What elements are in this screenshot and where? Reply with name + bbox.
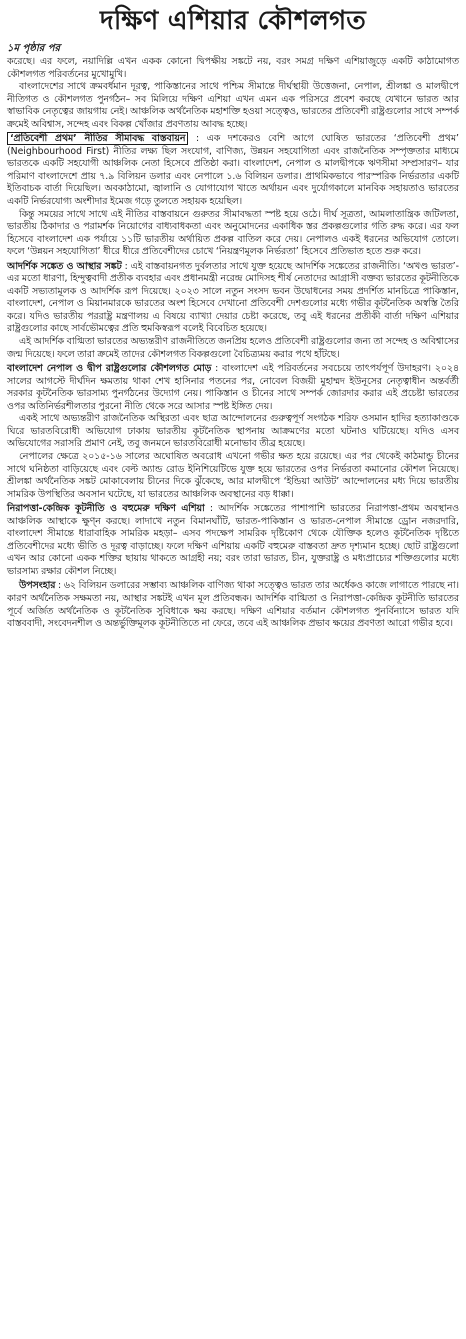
section-heading: নিরাপত্তা-কেন্দ্রিক কূটনীতি ও বহুমেরু দক্ষিণ এশিয়া — [7, 503, 205, 515]
paragraph — [7, 209, 459, 259]
paragraph-text: নেপালের ক্ষেত্রে ২০১৫-১৬ সালের অঘোষিত অবরোধ এখনো গভীর ক্ষত হয়ে রয়েছে। এর পর থেকেই কাঠমান্ডু চীনের সাথে ঘনিষ্ঠতা বাড়িয়েছে এবং বেল্ট অ্যান্ড রোড ইনিশিয়েটিভে যুক্ত হয়ে ভারতের ওপর নির্ভরতা কমানোর কৌশল নিয়েছে। শ্রীলঙ্কা অর্থনৈতিক সঙ্কট মোকাবেলায় চীনের দিকে ঝুঁকেছে, আর মালদ্বীপে ‘ইন্ডিয়া আউট’ আন্দোলনের মধ্য দিয়ে ভারতীয় সামরিক উপস্থিতির অবসান ঘটেছে, যা ভারতের আঞ্চলিক অবস্থানের বড় ধাক্কা। — [7, 450, 459, 500]
section-paragraph — [7, 261, 459, 336]
section-paragraph — [7, 503, 459, 578]
section-heading: উপসংহার — [19, 580, 56, 592]
paragraph-text: একই সাথে অভ্যন্তরীণ রাজনৈতিক অস্থিরতা এবং ছাত্র আন্দোলনের গুরুত্বপূর্ণ সংগঠক শরিফ ওসমান হাদির হত্যাকাণ্ডকে ঘিরে ভারতবিরোধী অভিযোগ ঢাকায় ভারতীয় কূটনৈতিক স্থাপনায় আক্রমণের মতো ঘটনাও ঘটিয়েছে। যদিও এসব অভিযোগের সরাসরি প্রমাণ নেই, তবু জনমনে ভারতবিরোধী মনোভাব তীব্র হয়েছে। — [7, 413, 459, 450]
paragraph-text: এই আদর্শিক বাগ্মিতা ভারতের অভ্যন্তরীণ রাজনীতিতে জনপ্রিয় হলেও প্রতিবেশী রাষ্ট্রগুলোর জন্য তা সন্দেহ ও অবিশ্বাসের জন্ম দিয়েছে। ফলে তারা ক্রমেই তাদের কৌশলগত বিকল্পগুলো বৈচিত্র্যময় করার পথে হাঁটছে। — [7, 336, 459, 360]
section-paragraph — [7, 580, 459, 630]
paragraph — [7, 451, 459, 501]
paragraph — [7, 56, 459, 81]
paragraph-text: : বাংলাদেশ এই পরিবর্তনের সবচেয়ে তাৎপর্যপূর্ণ উদাহরণ। ২০২৪ সালের আগস্টে দীর্ঘদিন ক্ষমতায় থাকা শেখ হাসিনার পতনের পর, নোবেল বিজয়ী মুহাম্মদ ইউনূসের নেতৃত্বাধীন অন্তর্বর্তী সরকার কূটনৈতিক ভারসাম্য পুনর্গঠনের উদ্যোগ নেয়। পাকিস্তান ও চীনের সাথে সম্পর্ক জোরদার করার এই প্রচেষ্টা ভারতের ওপর অতিনির্ভরশীলতার পুরনো নীতি থেকে সরে আসার স্পষ্ট ইঙ্গিত দেয়। — [7, 363, 459, 412]
section-heading: ‘প্রতিবেশী প্রথম’ নীতির সীমাবদ্ধ বাস্তবায়ন — [7, 132, 188, 145]
continued-from-label: ১ম পৃষ্ঠার পর — [7, 43, 60, 54]
paragraph-text: বাংলাদেশের সাথে ক্রমবর্ধমান দূরত্ব, পাকিস্তানের সাথে পশ্চিম সীমান্তে দীর্ঘস্থায়ী উত্তেজনা, নেপাল, শ্রীলঙ্কা ও মালদ্বীপে নীতিগত ও কৌশলগত পুনর্গঠন– সব মিলিয়ে দক্ষিণ এশিয়া এখন এমন এক পরিসরে প্রবেশ করছে যেখানে ভারত আর স্বাভাবিক নেতৃত্বের জায়গায় নেই। আঞ্চলিক অর্থনৈতিক মহাশক্তি হওয়া সত্ত্বেও, ভারতের প্রতিবেশী রাষ্ট্রগুলোর সাথে সম্পর্ক ক্রমেই অবিশ্বাস, সন্দেহ এবং বিকল্প খোঁজার প্রবণতায় আবদ্ধ হচ্ছে। — [7, 81, 459, 130]
paragraph-text: : আদর্শিক সঙ্কেতের পাশাপাশি ভারতের নিরাপত্তা-প্রথম অবস্থানও আঞ্চলিক আস্থাকে ক্ষুণ্ন করছে। লাদাখে নতুন বিমানঘাঁটি, ভারত-পাকিস্তান ও ভারত-নেপাল সীমান্তে ড্রোন নজরদারি, বাংলাদেশ সীমান্তে ধারাবাহিক সামরিক মহড়া– এসব পদক্ষেপ সামরিক দৃষ্টিকোণ থেকে যৌক্তিক হলেও কূটনৈতিক দৃষ্টিতে প্রতিবেশীদের মধ্যে ভীতি ও দূরত্ব বাড়াচ্ছে। ফলে দক্ষিণ এশিয়ায় একটি বহুমেরু বাস্তবতা দ্রুত দৃশ্যমান হচ্ছে। ছোট রাষ্ট্রগুলো এখন আর কোনো একক শক্তির ছায়ায় থাকতে আগ্রহী নয়; বরং তারা ভারত, চীন, যুক্তরাষ্ট্র ও মধ্যপ্রাচ্যের শক্তিগুলোর মধ্যে ভারসাম্য রক্ষার কৌশল নিচ্ছে। — [7, 503, 459, 577]
paragraph-text: : এক দশকেরও বেশি আগে ঘোষিত ভারতের ‘প্রতিবেশী প্রথম’ (Neighbourhood First) নীতির লক্ষ্য ছিল সংযোগ, বাণিজ্য, উন্নয়ন সহযোগিতা এবং রাজনৈতিক সম্পৃক্ততার মাধ্যমে ভারতকে একটি সহযোগী আঞ্চলিক নেতা হিসেবে প্রতিষ্ঠা করা। বাংলাদেশ, নেপাল ও মালদ্বীপকে ঋণসীমা সম্প্রসারণ– যার পরিমাণ বাংলাদেশে প্রায় ৭.৯ বিলিয়ন ডলার এবং নেপালে ১.৬ বিলিয়ন ডলার। প্রাথমিকভাবে পারস্পরিক নির্ভরতার একটি ইতিবাচক বার্তা দিয়েছিল। অবকাঠামো, জ্বালানি ও যোগাযোগ খাতে অর্থায়ন এবং দুর্যোগকালে মানবিক সহায়তাও ভারতের একটি নির্ভরযোগ্য অংশীদার ইমেজ গড়ে তুলতে সহায়ক হয়েছিল। — [7, 133, 459, 208]
section-heading: বাংলাদেশ নেপাল ও দ্বীপ রাষ্ট্রগুলোর কৌশলগত মোড় — [7, 363, 212, 375]
paragraph-text: করেছে। এর ফলে, নয়াদিল্লি এখন একক কোনো দ্বিপক্ষীয় সঙ্কটে নয়, বরং সমগ্র দক্ষিণ এশিয়াজুড়ে একটি কাঠামোগত কৌশলগত পরিবর্তনের মুখোমুখি। — [7, 56, 459, 80]
paragraph — [7, 413, 459, 451]
section-heading: আদর্শিক সঙ্কেত ও আস্থার সঙ্কট — [7, 260, 122, 272]
headline: দক্ষিণ এশিয়ার কৌশলগত — [99, 6, 367, 36]
article-body — [7, 56, 459, 631]
paragraph-text: : এই বাস্তবায়নগত দুর্বলতার সাথে যুক্ত হয়েছে আদর্শিক সঙ্কেতের রাজনীতি। ‘অখণ্ড ভারত’-এর মতো ধারণা, হিন্দুত্ববাদী প্রতীক ব্যবহার এবং প্রধানমন্ত্রী নরেন্দ্র মোদিসহ শীর্ষ নেতাদের আগ্রাসী বক্তব্য ভারতের কূটনীতিকে একটি সভ্যতামূলক ও আদর্শিক রূপ দিয়েছে। ২০২৩ সালে নতুন সংসদ ভবন উদ্বোধনের সময় প্রদর্শিত মানচিত্রে পাকিস্তান, বাংলাদেশ, নেপাল ও মিয়ানমারকে ভারতের অংশ হিসেবে দেখানো প্রতিবেশী দেশগুলোর মধ্যে গভীর কূটনৈতিক অস্বস্তি তৈরি করে। যদিও ভারতীয় পররাষ্ট্র মন্ত্রণালয় এ বিষয়ে ব্যাখ্যা দেয়ার চেষ্টা করেছে, তবু এই ধরনের প্রতীকী বার্তা দক্ষিণ এশিয়ার রাষ্ট্রগুলোর কাছে সার্বভৌমত্বের প্রতি হুমকিস্বরূপ বলেই বিবেচিত হয়েছে। — [7, 260, 459, 335]
paragraph — [7, 81, 459, 131]
section-paragraph — [7, 363, 459, 413]
paragraph-text: কিন্তু সময়ের সাথে সাথে এই নীতির বাস্তবায়নে গুরুতর সীমাবদ্ধতা স্পষ্ট হয়ে ওঠে। দীর্ঘ সূত্রতা, আমলাতান্ত্রিক জটিলতা, ভারতীয় ঠিকাদার ও পরামর্শক নিয়োগের বাধ্যবাধকতা এবং অনুমোদনের একাধিক স্তর প্রকল্পগুলোর গতি রুদ্ধ করে। এর ফল হিসেবে বাংলাদেশ এক পর্যায়ে ১১টি ভারতীয় অর্থায়িত প্রকল্প বাতিল করে দেয়। নেপালও একই ধরনের অভিযোগ তোলে। ফলে ‘উন্নয়ন সহযোগিতা’ ধীরে ধীরে প্রতিবেশীদের চোখে ‘নিয়ন্ত্রণমূলক নির্ভরতা’ হিসেবে প্রতিভাত হতে শুরু করে। — [7, 208, 459, 258]
section-paragraph — [7, 133, 459, 208]
paragraph-text: : ৬২ বিলিয়ন ডলারের সম্ভাব্য আঞ্চলিক বাণিজ্য থাকা সত্ত্বেও ভারত তার অর্ধেকও কাজে লাগাতে পারছে না। কারণ অর্থনৈতিক সক্ষমতা নয়, আস্থার সঙ্কটই এখন মূল প্রতিবন্ধক। আদর্শিক বাগ্মিতা ও নিরাপত্তা-কেন্দ্রিক কূটনীতি ভারতের পূর্বে অর্জিত অর্থনৈতিক ও কূটনৈতিক সুবিধাকে ক্ষয় করছে। দক্ষিণ এশিয়ার বর্তমান কৌশলগত পুনর্বিন্যাসে ভারত যদি বাস্তববাদী, সংবেদনশীল ও অন্তর্ভুক্তিমূলক কূটনীতিতে না ফেরে, তবে এই আঞ্চলিক প্রভাব ক্ষয়ের প্রবণতা আরো গভীর হবে। — [7, 580, 459, 630]
paragraph — [7, 336, 459, 361]
